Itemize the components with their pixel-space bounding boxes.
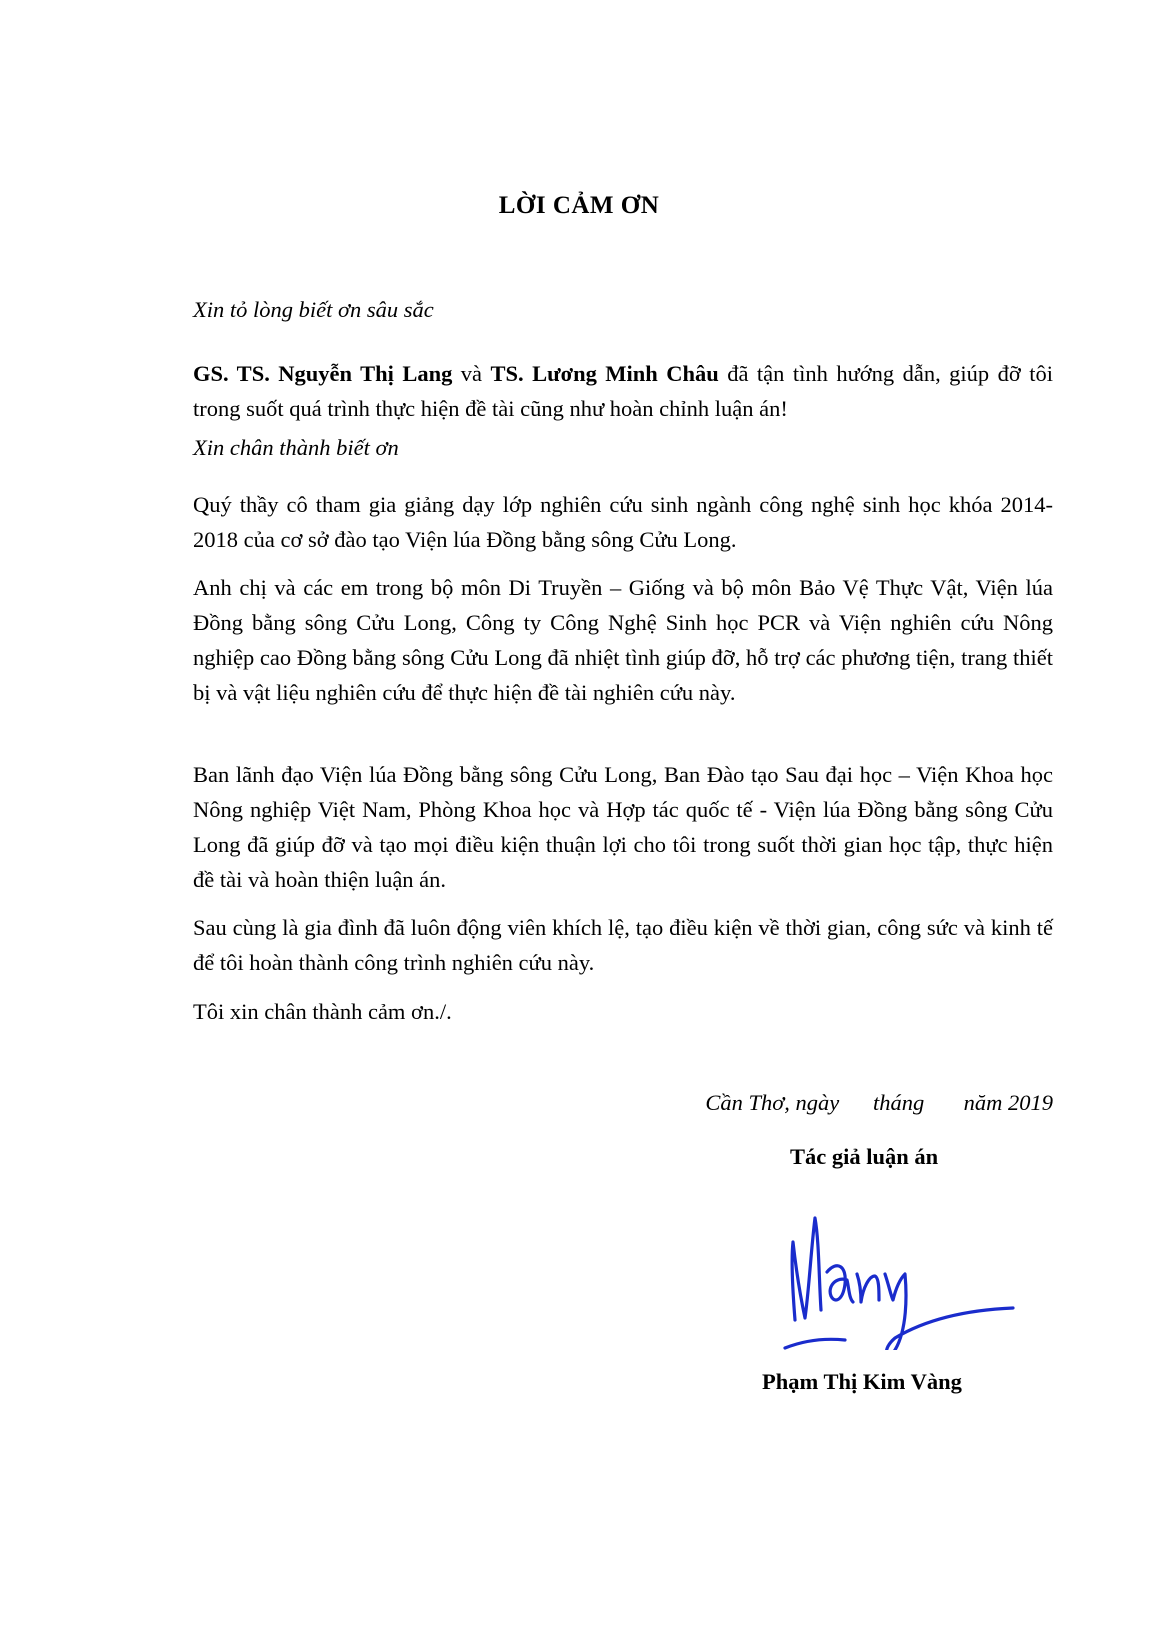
advisors-paragraph (193, 356, 1053, 426)
author-name: Phạm Thị Kim Vàng (762, 1369, 962, 1394)
advisors-paragraph-rest: đã tận tình hướng dẫn, giúp đỡ tôi trong suốt quá trình thực hiện đề tài cũng như hoàn chỉnh luận án! (193, 361, 1053, 421)
advisor-conjunction: và (452, 361, 491, 386)
institutions-paragraph: Ban lãnh đạo Viện lúa Đồng bằng sông Cửu Long, Ban Đào tạo Sau đại học – Viện Khoa học Nông nghiệp Việt Nam, Phòng Khoa học và Hợp tác quốc tế - Viện lúa Đồng bằng sông Cửu Long đã giúp đỡ và tạo mọi điều kiện thuận lợi cho tôi trong suốt thời gian học tập, thực hiện đề tài và hoàn thiện luận án. (193, 762, 1053, 892)
author-label: Tác giả luận án (790, 1144, 939, 1169)
advisor-2-name: TS. Lương Minh Châu (490, 361, 719, 386)
para2-heading: Xin chân thành biết ơn (193, 435, 399, 460)
signature (775, 1200, 1015, 1350)
advisor-1-name: GS. TS. Nguyễn Thị Lang (193, 361, 453, 386)
family-paragraph: Sau cùng là gia đình đã luôn động viên khích lệ, tạo điều kiện về thời gian, công sức và kinh tế để tôi hoàn thành công trình nghiên cứu này. (193, 915, 1053, 975)
closing-line: Tôi xin chân thành cảm ơn./. (193, 999, 452, 1024)
signature-strokes (785, 1218, 1013, 1350)
date-line: Cần Thơ, ngày tháng năm 2019 (705, 1090, 1053, 1115)
colleagues-paragraph: Anh chị và các em trong bộ môn Di Truyền – Giống và bộ môn Bảo Vệ Thực Vật, Viện lúa Đồng bằng sông Cửu Long, Công ty Công Nghệ Sinh học PCR và Viện nghiên cứu Nông nghiệp cao Đồng bằng sông Cửu Long đã nhiệt tình giúp đỡ, hỗ trợ các phương tiện, trang thiết bị và vật liệu nghiên cứu để thực hiện đề tài nghiên cứu này. (193, 575, 1053, 705)
teachers-paragraph: Quý thầy cô tham gia giảng dạy lớp nghiên cứu sinh ngành công nghệ sinh học khóa 2014-2018 của cơ sở đào tạo Viện lúa Đồng bằng sông Cửu Long. (193, 492, 1053, 552)
page-title: LỜI CẢM ƠN (498, 192, 660, 219)
para1-heading: Xin tỏ lòng biết ơn sâu sắc (193, 297, 434, 322)
